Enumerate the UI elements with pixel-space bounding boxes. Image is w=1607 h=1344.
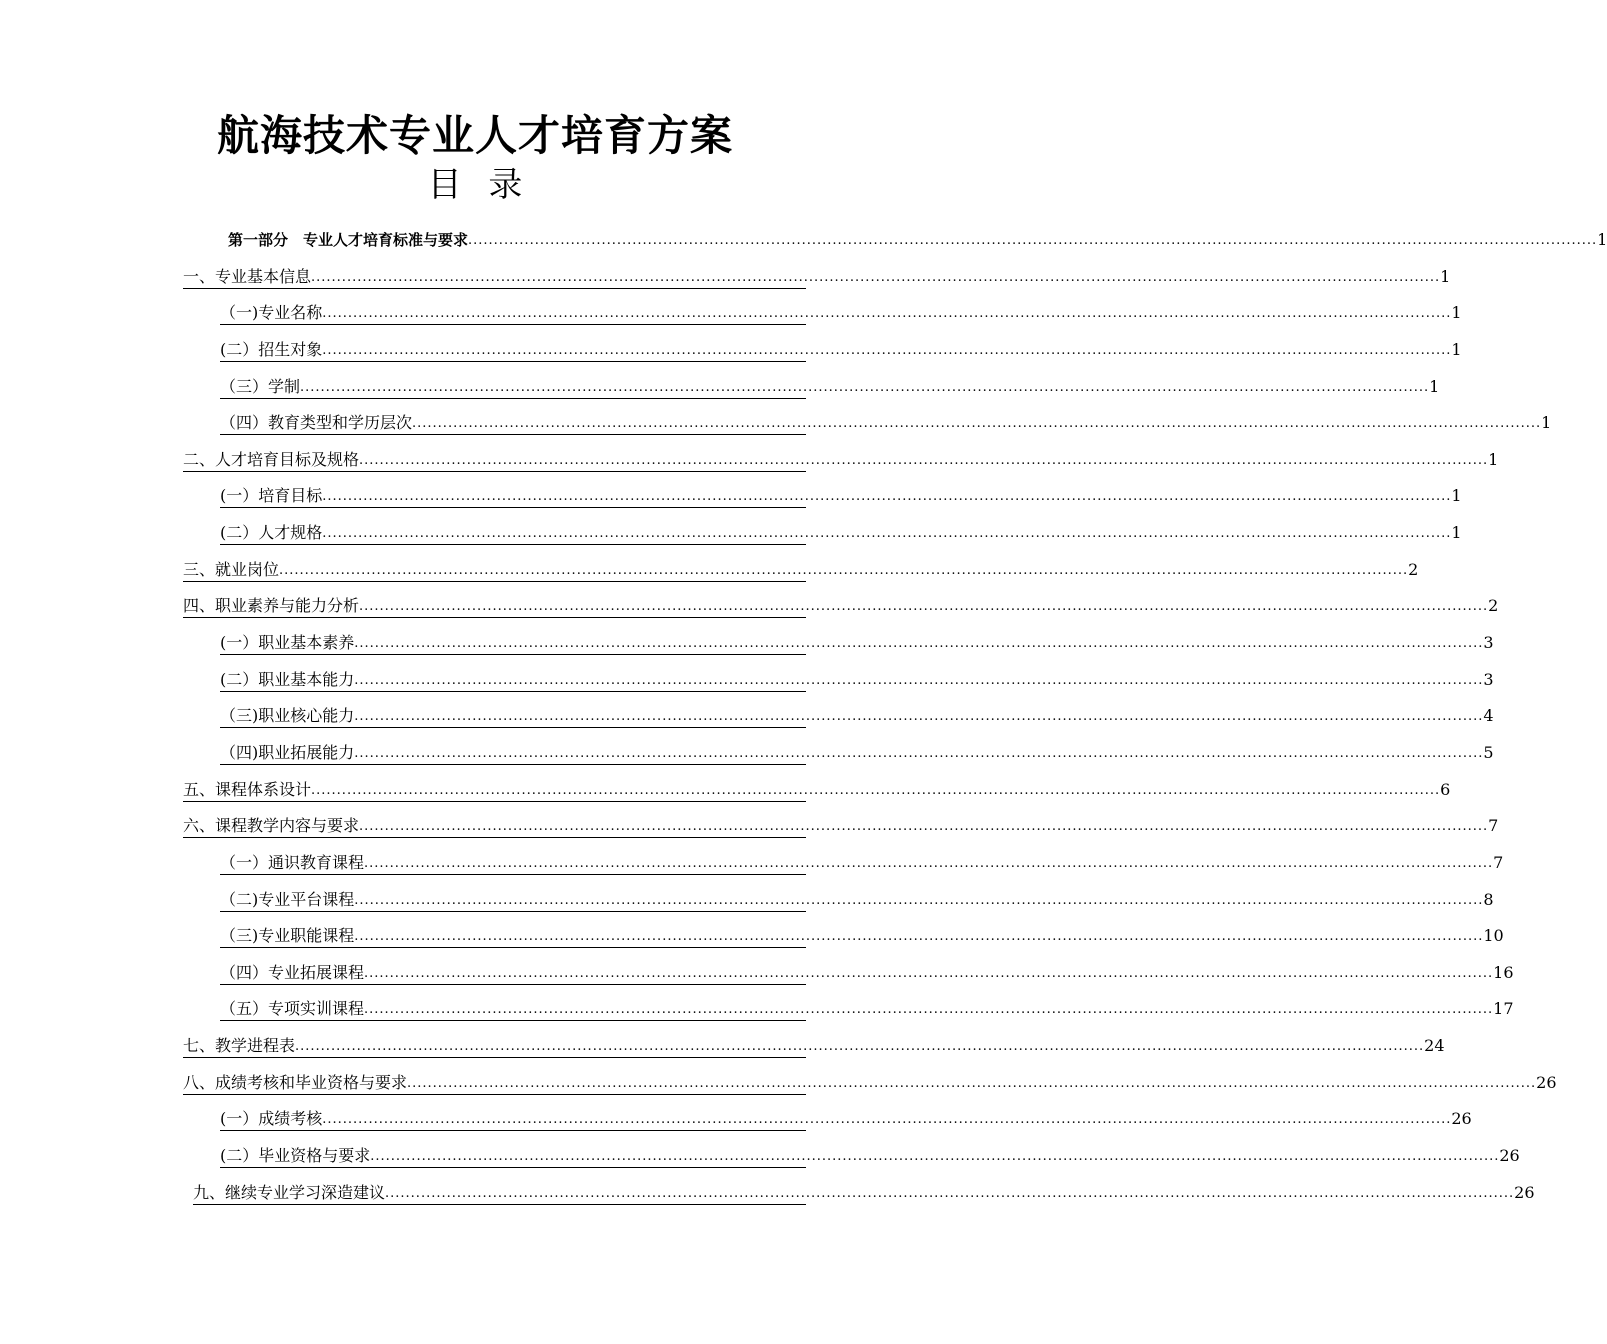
toc-leader-dots: ............................................................................................................................................................................................................................	[322, 1112, 1452, 1128]
toc-entry-section-4-4	[0, 736, 1494, 773]
toc-entry-label: (一）培育目标	[220, 486, 323, 506]
toc-entry-label: （三)专业职能课程	[220, 926, 355, 946]
toc-entry-section-8-1	[0, 1102, 1472, 1139]
toc-link-section-4-4[interactable]	[220, 740, 1494, 765]
toc-leader-dots: ............................................................................................................................................................................................................................	[412, 416, 1542, 432]
toc-entry-label: 一、专业基本信息	[183, 266, 312, 286]
toc-page-number: 26	[1514, 1182, 1535, 1202]
toc-entry-label: 二、人才培育目标及规格	[183, 449, 360, 469]
toc-page-number: 7	[1493, 852, 1504, 872]
toc-page-number: 1	[1451, 303, 1462, 323]
toc-entry-label: （二)专业平台课程	[220, 889, 355, 909]
toc-leader-dots: ............................................................................................................................................................................................................................	[354, 745, 1484, 761]
toc-page-number: 5	[1483, 742, 1494, 762]
toc-entry-section-2	[0, 443, 1499, 480]
toc-entry-section-1-3	[0, 370, 1440, 407]
toc-entry-label: （五）专项实训课程	[220, 999, 365, 1019]
toc-entry-label: 三、就业岗位	[183, 559, 280, 579]
toc-page-number: 10	[1483, 926, 1504, 946]
toc-entry-label: （三)职业核心能力	[220, 706, 355, 726]
toc-entry-section-6-5	[0, 992, 1514, 1029]
toc-entry-section-4-3	[0, 699, 1494, 736]
toc-entry-label: 七、教学进程表	[183, 1036, 296, 1056]
toc-entry-label: （一)专业名称	[220, 303, 323, 323]
toc-entry-section-4	[0, 589, 1499, 626]
toc-link-section-1-1[interactable]	[220, 300, 1462, 325]
toc-page-number: 16	[1493, 962, 1514, 982]
toc-entry-label: 四、职业素养与能力分析	[183, 596, 360, 616]
toc-page-number: 17	[1493, 999, 1514, 1019]
toc-entry-label: (一）职业基本素养	[220, 633, 355, 653]
toc-entry-label: (二）人才规格	[220, 523, 323, 543]
toc-leader-dots: ............................................................................................................................................................................................................................	[385, 1185, 1515, 1201]
toc-entry-label: (二）招生对象	[220, 339, 323, 359]
toc-link-section-6-2[interactable]	[220, 887, 1494, 912]
toc-entry-label: 六、课程教学内容与要求	[183, 816, 360, 836]
toc-page-number: 2	[1488, 596, 1499, 616]
toc-leader-dots: ............................................................................................................................................................................................................................	[370, 1149, 1500, 1165]
toc-entry-label: （一）通识教育课程	[220, 852, 365, 872]
toc-page-number: 1	[1451, 486, 1462, 506]
toc-entry-section-2-2	[0, 516, 1462, 553]
toc-page-number: 1	[1451, 523, 1462, 543]
toc-page-number: 8	[1483, 889, 1494, 909]
toc-link-section-4-3[interactable]	[220, 703, 1494, 728]
toc-leader-dots: ............................................................................................................................................................................................................................	[311, 782, 1441, 798]
toc-entry-section-6-3	[0, 919, 1504, 956]
toc-leader-dots: ............................................................................................................................................................................................................................	[359, 819, 1489, 835]
toc-entry-label: （四）教育类型和学历层次	[220, 413, 413, 433]
toc-entry-section-8-2	[0, 1139, 1520, 1176]
toc-link-section-2[interactable]	[183, 447, 1499, 472]
toc-leader-dots: ............................................................................................................................................................................................................................	[295, 1039, 1425, 1055]
toc-entry-section-1	[0, 260, 1451, 297]
toc-page-number: 2	[1408, 559, 1419, 579]
toc-entry-label: (二）职业基本能力	[220, 669, 355, 689]
toc-leader-dots: ............................................................................................................................................................................................................................	[407, 1075, 1537, 1091]
toc-leader-dots: ............................................................................................................................................................................................................................	[354, 672, 1484, 688]
document-title: 航海技术专业人才培育方案	[216, 111, 733, 160]
toc-page-number: 3	[1483, 669, 1494, 689]
toc-page-number: 7	[1488, 816, 1499, 836]
toc-page-number: 24	[1424, 1036, 1445, 1056]
toc-leader-dots: ............................................................................................................................................................................................................................	[364, 855, 1494, 871]
toc-link-section-4-2[interactable]	[220, 667, 1494, 692]
toc-entry-section-3	[0, 553, 1419, 590]
toc-entry-label: 五、课程体系设计	[183, 779, 312, 799]
toc-link-section-4-1[interactable]	[220, 630, 1494, 655]
toc-link-section-7[interactable]	[183, 1033, 1445, 1058]
toc-link-section-6-5[interactable]	[220, 996, 1514, 1021]
toc-leader-dots: ............................................................................................................................................................................................................................	[354, 929, 1484, 945]
toc-entry-section-5	[0, 773, 1451, 810]
toc-link-section-6-4[interactable]	[220, 960, 1514, 985]
toc-entry-label: 九、继续专业学习深造建议	[193, 1182, 386, 1202]
toc-heading: 目 录	[427, 165, 523, 205]
toc-link-section-8-1[interactable]	[220, 1106, 1472, 1131]
toc-entry-label: 八、成绩考核和毕业资格与要求	[183, 1072, 408, 1092]
toc-link-section-6-1[interactable]	[220, 850, 1504, 875]
toc-page-number: 4	[1483, 706, 1494, 726]
toc-entry-section-4-2	[0, 663, 1494, 700]
toc-entry-label: (一）成绩考核	[220, 1109, 323, 1129]
toc-page-number: 26	[1499, 1146, 1520, 1166]
toc-entry-label: （四）专业拓展课程	[220, 962, 365, 982]
toc-leader-dots: ............................................................................................................................................................................................................................	[322, 489, 1452, 505]
toc-page-number: 1	[1440, 266, 1451, 286]
toc-entry-section-8	[0, 1066, 1557, 1103]
toc-link-section-8[interactable]	[183, 1070, 1557, 1095]
toc-entry-part-1	[0, 223, 1607, 260]
toc-leader-dots: ............................................................................................................................................................................................................................	[359, 599, 1489, 615]
toc-link-section-3[interactable]	[183, 557, 1419, 582]
toc-leader-dots: ............................................................................................................................................................................................................................	[322, 342, 1452, 358]
toc-entry-section-9	[0, 1176, 1535, 1213]
toc-link-section-9[interactable]	[193, 1180, 1535, 1205]
toc-entry-section-6-4	[0, 956, 1514, 993]
toc-link-section-2-1[interactable]	[220, 483, 1462, 508]
toc-entry-label: 第一部分 专业人才培育标准与要求	[228, 231, 469, 249]
toc-entry-section-6-2	[0, 883, 1494, 920]
toc-page-number: 26	[1536, 1072, 1557, 1092]
toc-entry-section-6	[0, 809, 1499, 846]
toc-link-section-4[interactable]	[183, 593, 1499, 618]
toc-link-section-1-3[interactable]	[220, 374, 1440, 399]
toc-link-section-2-2[interactable]	[220, 520, 1462, 545]
toc-entry-section-1-2	[0, 333, 1462, 370]
toc-entry-section-1-1	[0, 296, 1462, 333]
toc-link-section-1-2[interactable]	[220, 337, 1462, 362]
toc-page-number: 6	[1440, 779, 1451, 799]
toc-leader-dots: ............................................................................................................................................................................................................................	[468, 233, 1598, 248]
toc-link-section-1-4[interactable]	[220, 410, 1552, 435]
toc-page-number: 1	[1488, 449, 1499, 469]
toc-entry-section-2-1	[0, 479, 1462, 516]
toc-link-section-1[interactable]	[183, 264, 1451, 289]
toc-page-number: 1	[1597, 230, 1607, 249]
toc-entry-section-1-4	[0, 406, 1552, 443]
toc-entry-section-6-1	[0, 846, 1504, 883]
toc-entry-label: （三）学制	[220, 376, 301, 396]
toc-leader-dots: ............................................................................................................................................................................................................................	[354, 636, 1484, 652]
toc-leader-dots: ............................................................................................................................................................................................................................	[354, 892, 1484, 908]
toc-leader-dots: ............................................................................................................................................................................................................................	[311, 269, 1441, 285]
toc-page-number: 1	[1451, 339, 1462, 359]
toc-link-section-6-3[interactable]	[220, 923, 1504, 948]
toc-page-number: 1	[1541, 413, 1552, 433]
toc-leader-dots: ............................................................................................................................................................................................................................	[364, 1002, 1494, 1018]
toc-page-number: 3	[1483, 633, 1494, 653]
toc-leader-dots: ............................................................................................................................................................................................................................	[322, 526, 1452, 542]
toc-page-number: 26	[1451, 1109, 1472, 1129]
table-of-contents	[0, 223, 1607, 1212]
toc-entry-label: (二）毕业资格与要求	[220, 1146, 371, 1166]
toc-entry-section-4-1	[0, 626, 1494, 663]
toc-link-section-5[interactable]	[183, 777, 1451, 802]
toc-leader-dots: ............................................................................................................................................................................................................................	[279, 562, 1409, 578]
toc-entry-label: （四)职业拓展能力	[220, 742, 355, 762]
toc-link-part-1[interactable]	[228, 227, 1607, 251]
toc-leader-dots: ............................................................................................................................................................................................................................	[364, 965, 1494, 981]
toc-link-section-8-2[interactable]	[220, 1143, 1520, 1168]
toc-leader-dots: ............................................................................................................................................................................................................................	[300, 379, 1430, 395]
toc-entry-section-7	[0, 1029, 1445, 1066]
toc-link-section-6[interactable]	[183, 813, 1499, 838]
toc-leader-dots: ............................................................................................................................................................................................................................	[359, 452, 1489, 468]
toc-page-number: 1	[1429, 376, 1440, 396]
toc-leader-dots: ............................................................................................................................................................................................................................	[322, 306, 1452, 322]
toc-leader-dots: ............................................................................................................................................................................................................................	[354, 709, 1484, 725]
